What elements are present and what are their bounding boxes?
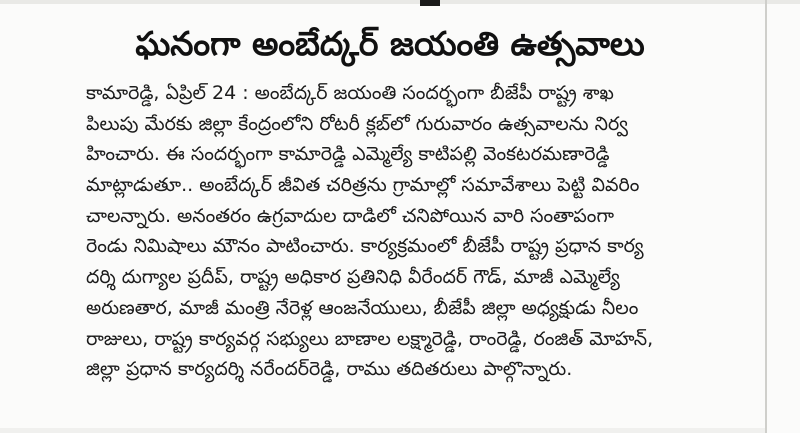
article-line: పిలుపు మేరకు జిల్లా కేంద్రంలోని రోటరీ క్లబ్‌లో గురువారం ఉత్సవాలను నిర్వ [86,112,628,135]
article-line: చాలన్నారు. అనంతరం ఉగ్రవాదుల దాడిలో చనిపోయిన వారి సంతాపంగా [86,204,614,227]
article-line: కామారెడ్డి, ఏప్రిల్ 24 : అంబేద్కర్ జయంతి సందర్భంగా బీజేపీ రాష్ట్ర శాఖ [86,82,614,104]
article-line: జిల్లా ప్రధాన కార్యదర్శి నరేందర్‌రెడ్డి, రాము తదితరులు పాల్గొన్నారు. [86,358,573,381]
article-line: రెండు నిమిషాలు మౌనం పాటించారు. కార్యక్రమంలో బీజేపీ రాష్ట్ర ప్రధాన కార్య [86,235,644,258]
article-body [86,78,751,418]
article-line: అరుణతార, మాజీ మంత్రి నేరెళ్ల ఆంజనేయులు, బీజేపీ జిల్లా అధ్యక్షుడు నీలం [86,296,639,319]
article-line: రాజులు, రాష్ట్ర కార్యవర్గ సభ్యులు బాణాల లక్ష్మారెడ్డి, రాంరెడ్డి, రంజిత్ మోహన్, [86,327,654,350]
article-line: హించారు. ఈ సందర్భంగా కామారెడ్డి ఎమ్మెల్యే కాటిపల్లి వెంకటరమణారెడ్డి [86,143,610,166]
column-rule [765,0,767,433]
headline: ఘనంగా అంబేద్కర్ జయంతి ఉత్సవాలు [135,24,645,63]
article-line: దర్శి దుగ్యాల ప్రదీప్, రాష్ట్ర అధికార ప్రతినిధి వీరేందర్ గౌడ్, మాజీ ఎమ్మెల్యే [86,266,620,289]
bottom-edge [0,428,765,433]
article-line: మాట్లాడుతూ.. అంబేద్కర్ జీవిత చరిత్రను గ్రామాల్లో సమావేశాలు పెట్టి వివరిం [86,174,640,197]
top-rule [0,0,800,4]
